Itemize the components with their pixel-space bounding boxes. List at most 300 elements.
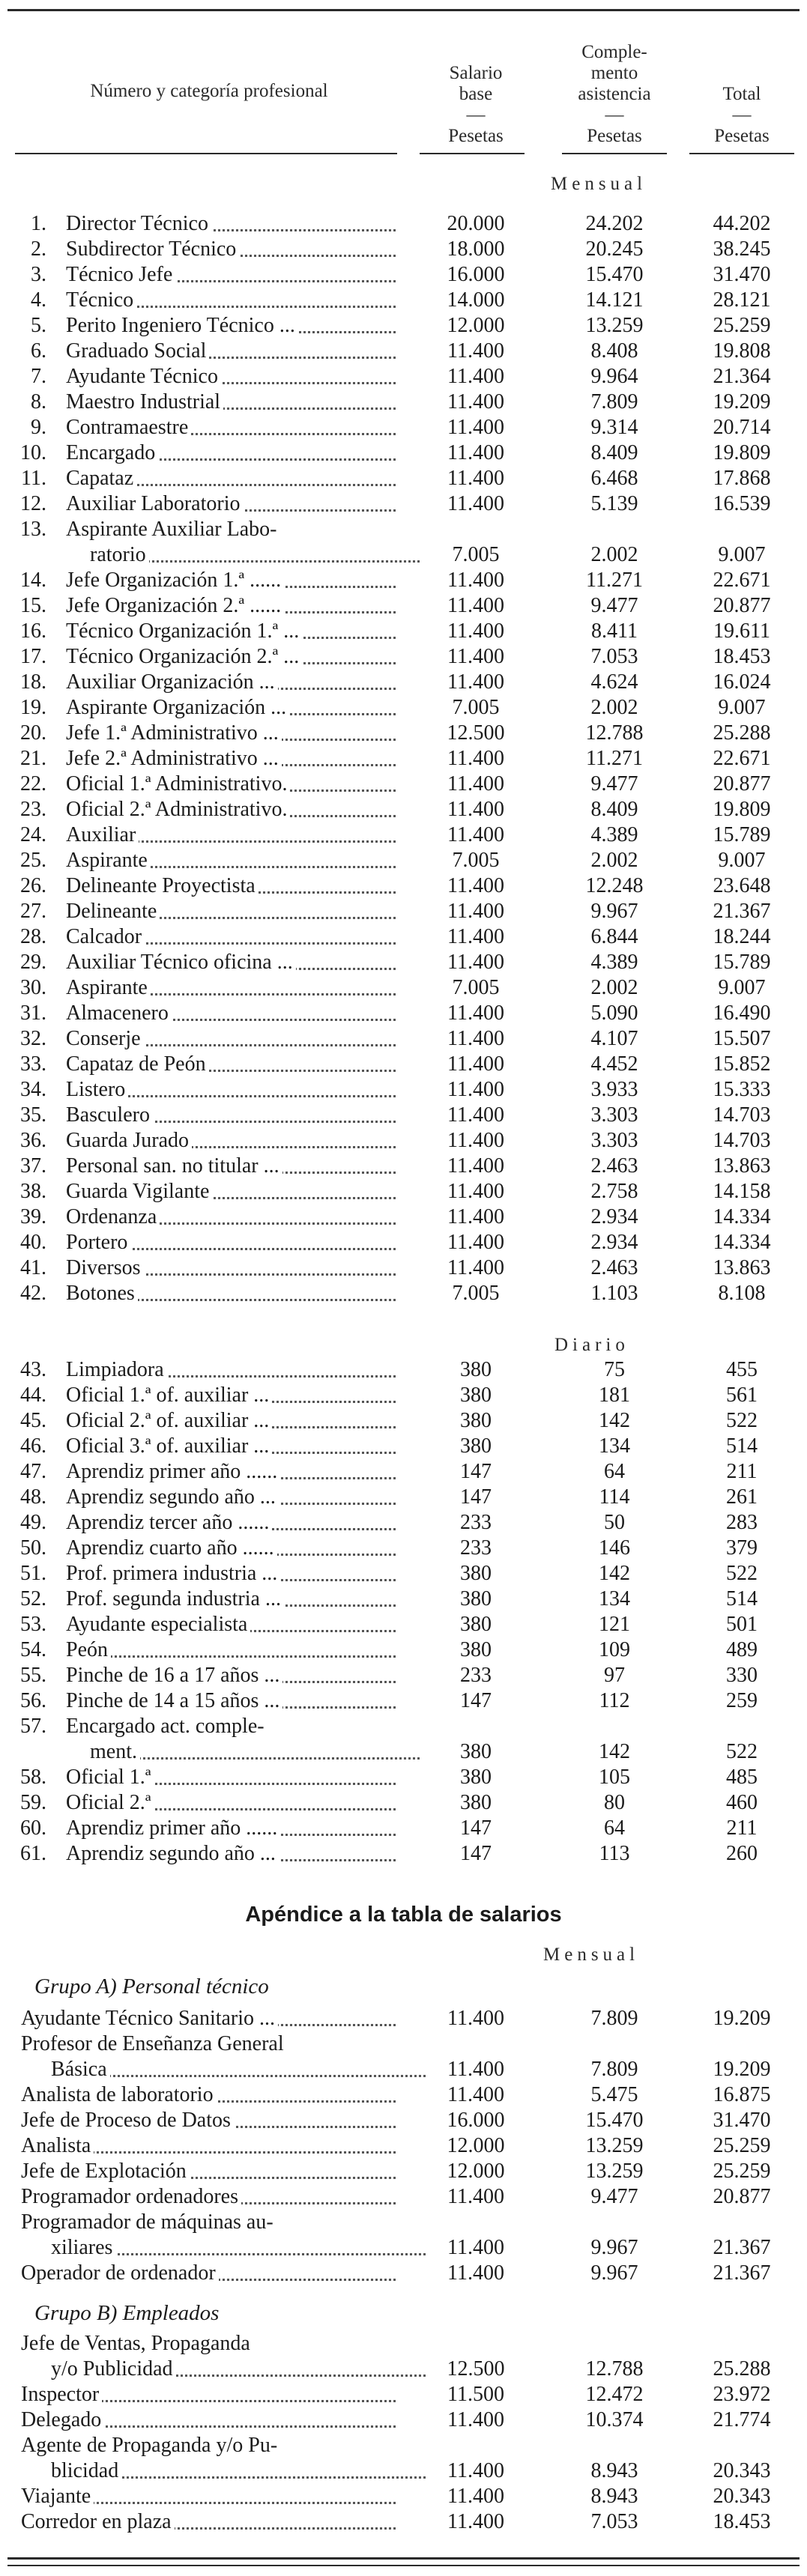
total-value: 21.774 bbox=[713, 2408, 771, 2431]
complemento-value: 114 bbox=[599, 1485, 630, 1509]
row-category-label: ratorio bbox=[90, 542, 420, 568]
table-row bbox=[0, 2210, 807, 2261]
total-value: 38.245 bbox=[713, 237, 771, 261]
table-row bbox=[0, 873, 807, 899]
table-row bbox=[0, 440, 807, 466]
total-value: 31.470 bbox=[713, 263, 771, 286]
table-row bbox=[0, 975, 807, 1001]
row-category-label: Diversos bbox=[66, 1255, 396, 1281]
complemento-value: 80 bbox=[604, 1791, 625, 1814]
row-category-label: Programador de máquinas au- bbox=[21, 2210, 396, 2235]
row-category-label: Aprendiz tercer año ...... bbox=[66, 1510, 396, 1536]
salario-base-value: 16.000 bbox=[447, 2109, 505, 2132]
row-category-label: Programador ordenadores bbox=[21, 2184, 396, 2210]
total-value: 13.863 bbox=[713, 1154, 771, 1178]
row-number: 53. bbox=[20, 1613, 46, 1636]
row-category-label: Aprendiz cuarto año ...... bbox=[66, 1536, 396, 1561]
total-value: 460 bbox=[726, 1791, 758, 1814]
salario-base-value: 11.400 bbox=[447, 2058, 504, 2081]
total-value: 514 bbox=[726, 1434, 758, 1458]
complemento-value: 20.245 bbox=[585, 237, 644, 261]
row-category-label: Pinche de 14 a 15 años ... bbox=[66, 1688, 396, 1714]
table-row bbox=[0, 2133, 807, 2159]
row-category-label: Aprendiz segundo año ... bbox=[66, 1841, 396, 1867]
row-category-label: Encargado bbox=[66, 440, 396, 466]
table-row bbox=[0, 1077, 807, 1103]
complemento-value: 15.470 bbox=[585, 2109, 644, 2132]
salario-base-value: 11.400 bbox=[447, 874, 504, 897]
salario-base-value: 11.400 bbox=[447, 951, 504, 974]
row-number: 37. bbox=[20, 1154, 46, 1178]
total-value: 15.789 bbox=[713, 823, 771, 846]
row-category-label: Aprendiz segundo año ... bbox=[66, 1485, 396, 1510]
salario-base-value: 12.000 bbox=[447, 314, 505, 337]
complemento-value: 14.121 bbox=[585, 288, 644, 312]
total-value: 14.334 bbox=[713, 1231, 771, 1254]
bottom-rule bbox=[7, 2565, 800, 2566]
salario-base-value: 11.400 bbox=[447, 467, 504, 490]
table-row bbox=[0, 1663, 807, 1688]
complemento-value: 9.477 bbox=[590, 594, 638, 617]
total-value: 16.024 bbox=[713, 670, 771, 694]
table-row bbox=[0, 466, 807, 491]
row-category-label: Analista bbox=[21, 2133, 396, 2159]
row-category-label: xiliares bbox=[51, 2235, 426, 2261]
row-number: 7. bbox=[31, 365, 46, 388]
table-row bbox=[0, 848, 807, 873]
row-number: 1. bbox=[31, 212, 46, 235]
salario-base-value: 7.005 bbox=[452, 696, 500, 719]
row-number: 31. bbox=[20, 1001, 46, 1025]
row-category-label: Jefe Organización 1.ª ...... bbox=[66, 568, 396, 593]
header-complemento: Comple- mento asistencia — Pesetas bbox=[578, 42, 651, 146]
complemento-value: 8.408 bbox=[590, 339, 638, 363]
table-row bbox=[0, 899, 807, 924]
total-value: 561 bbox=[726, 1384, 758, 1407]
table-row bbox=[0, 1103, 807, 1128]
complemento-value: 7.053 bbox=[590, 645, 638, 668]
row-category-label: Conserje bbox=[66, 1026, 396, 1052]
total-value: 15.852 bbox=[713, 1052, 771, 1076]
complemento-value: 64 bbox=[604, 1460, 625, 1483]
salario-base-value: 11.400 bbox=[447, 2007, 504, 2030]
complemento-value: 15.470 bbox=[585, 263, 644, 286]
salario-base-value: 16.000 bbox=[447, 263, 505, 286]
table-row bbox=[0, 2108, 807, 2133]
complemento-value: 146 bbox=[599, 1536, 630, 1560]
complemento-value: 11.271 bbox=[586, 747, 643, 770]
table-row bbox=[0, 1154, 807, 1179]
total-value: 489 bbox=[726, 1638, 758, 1661]
table-row bbox=[0, 2159, 807, 2184]
salario-base-value: 233 bbox=[460, 1536, 492, 1560]
row-category-label: Guarda Vigilante bbox=[66, 1179, 396, 1204]
total-value: 522 bbox=[726, 1740, 758, 1763]
row-number: 9. bbox=[31, 416, 46, 439]
table-row bbox=[0, 695, 807, 721]
table-row bbox=[0, 2006, 807, 2031]
complemento-value: 50 bbox=[604, 1511, 625, 1534]
row-number: 44. bbox=[20, 1384, 46, 1407]
row-category-label: Limpiadora bbox=[66, 1357, 396, 1383]
total-value: 485 bbox=[726, 1766, 758, 1789]
total-value: 25.288 bbox=[713, 721, 771, 745]
total-value: 21.367 bbox=[713, 2236, 771, 2259]
total-value: 16.490 bbox=[713, 1001, 771, 1025]
total-value: 501 bbox=[726, 1613, 758, 1636]
row-number: 24. bbox=[20, 823, 46, 846]
row-category-label: Aprendiz primer año ...... bbox=[66, 1459, 396, 1485]
row-category-label: Analista de laboratorio bbox=[21, 2082, 396, 2108]
complemento-value: 4.107 bbox=[590, 1027, 638, 1050]
row-category-label: Oficial 2.ª of. auxiliar ... bbox=[66, 1408, 396, 1434]
total-value: 20.877 bbox=[713, 772, 771, 795]
header-underline bbox=[420, 153, 525, 154]
complemento-value: 11.271 bbox=[586, 569, 643, 592]
total-value: 19.611 bbox=[713, 619, 770, 643]
row-number: 3. bbox=[31, 263, 46, 286]
row-category-label: y/o Publicidad bbox=[51, 2357, 426, 2382]
row-category-label: Oficial 2.ª bbox=[66, 1790, 396, 1816]
table-row bbox=[0, 721, 807, 746]
row-number: 14. bbox=[20, 569, 46, 592]
complemento-value: 8.943 bbox=[590, 2459, 638, 2482]
row-category-label: Ayudante Técnico bbox=[66, 364, 396, 390]
table-row bbox=[0, 1001, 807, 1026]
complemento-value: 2.934 bbox=[590, 1205, 638, 1228]
complemento-value: 142 bbox=[599, 1562, 630, 1585]
complemento-value: 9.964 bbox=[590, 365, 638, 388]
row-number: 20. bbox=[20, 721, 46, 745]
complemento-value: 7.053 bbox=[590, 2510, 638, 2533]
complemento-value: 1.103 bbox=[590, 1282, 638, 1305]
row-category-label: Almacenero bbox=[66, 1001, 396, 1026]
row-number: 48. bbox=[20, 1485, 46, 1509]
row-number: 55. bbox=[20, 1664, 46, 1687]
total-value: 44.202 bbox=[713, 212, 771, 235]
salario-base-value: 233 bbox=[460, 1664, 492, 1687]
complemento-value: 2.002 bbox=[590, 543, 638, 566]
complemento-value: 8.409 bbox=[590, 798, 638, 821]
salario-base-value: 147 bbox=[460, 1485, 492, 1509]
complemento-value: 12.788 bbox=[585, 721, 644, 745]
row-number: 16. bbox=[20, 619, 46, 643]
row-number: 45. bbox=[20, 1409, 46, 1432]
table-row bbox=[0, 1790, 807, 1816]
complemento-value: 8.409 bbox=[590, 441, 638, 464]
salario-base-value: 11.400 bbox=[447, 390, 504, 413]
row-category-label: Oficial 1.ª bbox=[66, 1765, 396, 1790]
table-row bbox=[0, 1204, 807, 1230]
total-value: 8.108 bbox=[718, 1282, 766, 1305]
salario-base-value: 380 bbox=[460, 1384, 492, 1407]
salario-base-value: 11.400 bbox=[447, 1078, 504, 1101]
table-row bbox=[0, 644, 807, 670]
salario-base-value: 11.400 bbox=[447, 670, 504, 694]
total-value: 14.334 bbox=[713, 1205, 771, 1228]
total-value: 330 bbox=[726, 1664, 758, 1687]
salario-base-value: 11.400 bbox=[447, 798, 504, 821]
total-value: 20.714 bbox=[713, 416, 771, 439]
row-category-label: Oficial 1.ª Administrativo. bbox=[66, 772, 396, 797]
row-category-label: Subdirector Técnico bbox=[66, 237, 396, 262]
table-row bbox=[0, 924, 807, 950]
table-row bbox=[0, 1510, 807, 1536]
salario-base-value: 11.400 bbox=[447, 1052, 504, 1076]
row-number: 2. bbox=[31, 237, 46, 261]
row-number: 28. bbox=[20, 925, 46, 948]
total-value: 16.539 bbox=[713, 492, 771, 515]
row-category-label: Ordenanza bbox=[66, 1204, 396, 1230]
total-value: 19.209 bbox=[713, 2058, 771, 2081]
row-category-label: Encargado act. comple- bbox=[66, 1714, 396, 1739]
total-value: 18.244 bbox=[713, 925, 771, 948]
salario-base-value: 380 bbox=[460, 1791, 492, 1814]
row-number: 26. bbox=[20, 874, 46, 897]
row-category-label: Guarda Jurado bbox=[66, 1128, 396, 1154]
salario-base-value: 7.005 bbox=[452, 976, 500, 999]
complemento-value: 4.389 bbox=[590, 951, 638, 974]
total-value: 20.343 bbox=[713, 2485, 771, 2508]
table-row bbox=[0, 1230, 807, 1255]
table-row bbox=[0, 1434, 807, 1459]
row-category-label: blicidad bbox=[51, 2458, 426, 2484]
complemento-value: 134 bbox=[599, 1587, 630, 1610]
complemento-value: 9.967 bbox=[590, 900, 638, 923]
total-value: 23.972 bbox=[713, 2383, 771, 2406]
table-row bbox=[0, 1485, 807, 1510]
salario-base-value: 11.400 bbox=[447, 2236, 504, 2259]
row-category-label: Contramaestre bbox=[66, 415, 396, 440]
salario-base-value: 11.400 bbox=[447, 416, 504, 439]
salario-base-value: 380 bbox=[460, 1740, 492, 1763]
row-number: 6. bbox=[31, 339, 46, 363]
total-value: 13.863 bbox=[713, 1256, 771, 1279]
salario-base-value: 11.400 bbox=[447, 823, 504, 846]
table-row bbox=[0, 237, 807, 262]
total-value: 9.007 bbox=[718, 976, 766, 999]
row-category-label: Básica bbox=[51, 2057, 426, 2082]
top-rule bbox=[7, 9, 800, 11]
total-value: 21.364 bbox=[713, 365, 771, 388]
salario-base-value: 380 bbox=[460, 1766, 492, 1789]
salario-base-value: 11.400 bbox=[447, 339, 504, 363]
row-number: 8. bbox=[31, 390, 46, 413]
row-category-label: Aspirante Organización ... bbox=[66, 695, 396, 721]
row-number: 18. bbox=[20, 670, 46, 694]
row-category-label: Prof. segunda industria ... bbox=[66, 1586, 396, 1612]
complemento-value: 121 bbox=[599, 1613, 630, 1636]
table-row bbox=[0, 822, 807, 848]
salario-base-value: 14.000 bbox=[447, 288, 505, 312]
table-row bbox=[0, 746, 807, 772]
salario-base-value: 7.005 bbox=[452, 1282, 500, 1305]
salario-base-value: 233 bbox=[460, 1511, 492, 1534]
row-number: 61. bbox=[20, 1842, 46, 1865]
table-row bbox=[0, 2261, 807, 2286]
table-row bbox=[0, 2082, 807, 2108]
row-category-label: Viajante bbox=[21, 2484, 396, 2509]
total-value: 283 bbox=[726, 1511, 758, 1534]
header-total: Total — Pesetas bbox=[714, 84, 770, 146]
complemento-value: 4.452 bbox=[590, 1052, 638, 1076]
table-row bbox=[0, 2331, 807, 2382]
table-row bbox=[0, 1841, 807, 1867]
salario-base-value: 11.400 bbox=[447, 2510, 504, 2533]
row-category-label: Basculero bbox=[66, 1103, 396, 1128]
total-value: 21.367 bbox=[713, 900, 771, 923]
table-row bbox=[0, 262, 807, 288]
row-number: 51. bbox=[20, 1562, 46, 1585]
complemento-value: 112 bbox=[599, 1689, 630, 1712]
salario-base-value: 12.000 bbox=[447, 2160, 505, 2183]
salario-base-value: 380 bbox=[460, 1434, 492, 1458]
table-row bbox=[0, 2031, 807, 2082]
row-category-label: Capataz bbox=[66, 466, 396, 491]
total-value: 16.875 bbox=[713, 2083, 771, 2106]
table-row bbox=[0, 1281, 807, 1306]
complemento-value: 113 bbox=[599, 1842, 630, 1865]
total-value: 14.158 bbox=[713, 1180, 771, 1203]
section-appendix-mensual: Mensual bbox=[543, 1945, 640, 1965]
row-number: 21. bbox=[20, 747, 46, 770]
total-value: 15.507 bbox=[713, 1027, 771, 1050]
row-number: 50. bbox=[20, 1536, 46, 1560]
complemento-value: 9.314 bbox=[590, 416, 638, 439]
complemento-value: 7.809 bbox=[590, 2007, 638, 2030]
group-b-title: Grupo B) Empleados bbox=[34, 2301, 220, 2325]
salario-base-value: 11.400 bbox=[447, 1027, 504, 1050]
table-row bbox=[0, 1026, 807, 1052]
total-value: 15.789 bbox=[713, 951, 771, 974]
complemento-value: 7.809 bbox=[590, 390, 638, 413]
salario-base-value: 11.400 bbox=[447, 1001, 504, 1025]
table-row bbox=[0, 1586, 807, 1612]
row-number: 57. bbox=[20, 1715, 46, 1738]
total-value: 21.367 bbox=[713, 2261, 771, 2285]
table-row bbox=[0, 517, 807, 568]
section-mensual: Mensual bbox=[551, 174, 647, 194]
row-category-label: Aspirante bbox=[66, 975, 396, 1001]
salario-base-value: 11.400 bbox=[447, 569, 504, 592]
salario-base-value: 11.400 bbox=[447, 900, 504, 923]
total-value: 25.288 bbox=[713, 2357, 771, 2380]
complemento-value: 8.943 bbox=[590, 2485, 638, 2508]
row-number: 42. bbox=[20, 1282, 46, 1305]
row-category-label: Operador de ordenador bbox=[21, 2261, 396, 2286]
salario-base-value: 7.005 bbox=[452, 543, 500, 566]
row-category-label: Jefe de Proceso de Datos bbox=[21, 2108, 396, 2133]
total-value: 259 bbox=[726, 1689, 758, 1712]
row-category-label: Técnico Jefe bbox=[66, 262, 396, 288]
row-category-label: Corredor en plaza bbox=[21, 2509, 396, 2535]
row-category-label: Aspirante bbox=[66, 848, 396, 873]
salario-base-value: 11.400 bbox=[447, 365, 504, 388]
salario-base-value: 12.500 bbox=[447, 721, 505, 745]
table-row bbox=[0, 568, 807, 593]
complemento-value: 3.303 bbox=[590, 1103, 638, 1127]
row-category-label: Inspector bbox=[21, 2382, 396, 2407]
salario-base-value: 20.000 bbox=[447, 212, 505, 235]
salario-base-value: 380 bbox=[460, 1409, 492, 1432]
table-row bbox=[0, 1765, 807, 1790]
total-value: 9.007 bbox=[718, 849, 766, 872]
complemento-value: 2.002 bbox=[590, 696, 638, 719]
table-row bbox=[0, 313, 807, 339]
complemento-value: 142 bbox=[599, 1409, 630, 1432]
complemento-value: 5.090 bbox=[590, 1001, 638, 1025]
header-category: Número y categoría profesional bbox=[90, 81, 328, 101]
complemento-value: 105 bbox=[599, 1766, 630, 1789]
total-value: 522 bbox=[726, 1409, 758, 1432]
salario-base-value: 11.400 bbox=[447, 1129, 504, 1152]
row-number: 4. bbox=[31, 288, 46, 312]
complemento-value: 2.758 bbox=[590, 1180, 638, 1203]
table-row bbox=[0, 1179, 807, 1204]
row-category-label: Auxiliar bbox=[66, 822, 396, 848]
salario-base-value: 7.005 bbox=[452, 849, 500, 872]
salario-base-value: 12.000 bbox=[447, 2134, 505, 2157]
total-value: 19.209 bbox=[713, 2007, 771, 2030]
complemento-value: 64 bbox=[604, 1816, 625, 1840]
row-category-label: Profesor de Enseñanza General bbox=[21, 2031, 396, 2057]
salario-base-value: 147 bbox=[460, 1842, 492, 1865]
total-value: 261 bbox=[726, 1485, 758, 1509]
table-row bbox=[0, 2184, 807, 2210]
table-row bbox=[0, 1408, 807, 1434]
table-row bbox=[0, 772, 807, 797]
total-value: 20.877 bbox=[713, 2185, 771, 2208]
row-category-label: Auxiliar Laboratorio bbox=[66, 491, 396, 517]
complemento-value: 9.477 bbox=[590, 772, 638, 795]
complemento-value: 142 bbox=[599, 1740, 630, 1763]
complemento-value: 13.259 bbox=[585, 2160, 644, 2183]
row-number: 54. bbox=[20, 1638, 46, 1661]
complemento-value: 5.475 bbox=[590, 2083, 638, 2106]
row-category-label: Jefe de Ventas, Propaganda bbox=[21, 2331, 396, 2357]
complemento-value: 2.002 bbox=[590, 849, 638, 872]
row-category-label: Técnico bbox=[66, 288, 396, 313]
row-category-label: Capataz de Peón bbox=[66, 1052, 396, 1077]
header-salario-base: Salario base — Pesetas bbox=[448, 63, 504, 146]
row-number: 35. bbox=[20, 1103, 46, 1127]
row-number: 10. bbox=[20, 441, 46, 464]
table-row bbox=[0, 491, 807, 517]
total-value: 25.259 bbox=[713, 2134, 771, 2157]
total-value: 522 bbox=[726, 1562, 758, 1585]
total-value: 211 bbox=[726, 1460, 758, 1483]
row-number: 41. bbox=[20, 1256, 46, 1279]
complemento-value: 6.844 bbox=[590, 925, 638, 948]
table-row bbox=[0, 390, 807, 415]
row-category-label: Jefe 1.ª Administrativo ... bbox=[66, 721, 396, 746]
salario-base-value: 12.500 bbox=[447, 2357, 505, 2380]
total-value: 9.007 bbox=[718, 543, 766, 566]
complemento-value: 181 bbox=[599, 1384, 630, 1407]
complemento-value: 75 bbox=[604, 1358, 625, 1381]
salario-base-value: 147 bbox=[460, 1689, 492, 1712]
row-number: 59. bbox=[20, 1791, 46, 1814]
row-number: 22. bbox=[20, 772, 46, 795]
bottom-rule bbox=[7, 2557, 800, 2560]
table-row bbox=[0, 1357, 807, 1383]
row-category-label: Graduado Social bbox=[66, 339, 396, 364]
total-value: 25.259 bbox=[713, 314, 771, 337]
total-value: 14.703 bbox=[713, 1103, 771, 1127]
total-value: 260 bbox=[726, 1842, 758, 1865]
header-underline bbox=[562, 153, 667, 154]
table-row bbox=[0, 1536, 807, 1561]
